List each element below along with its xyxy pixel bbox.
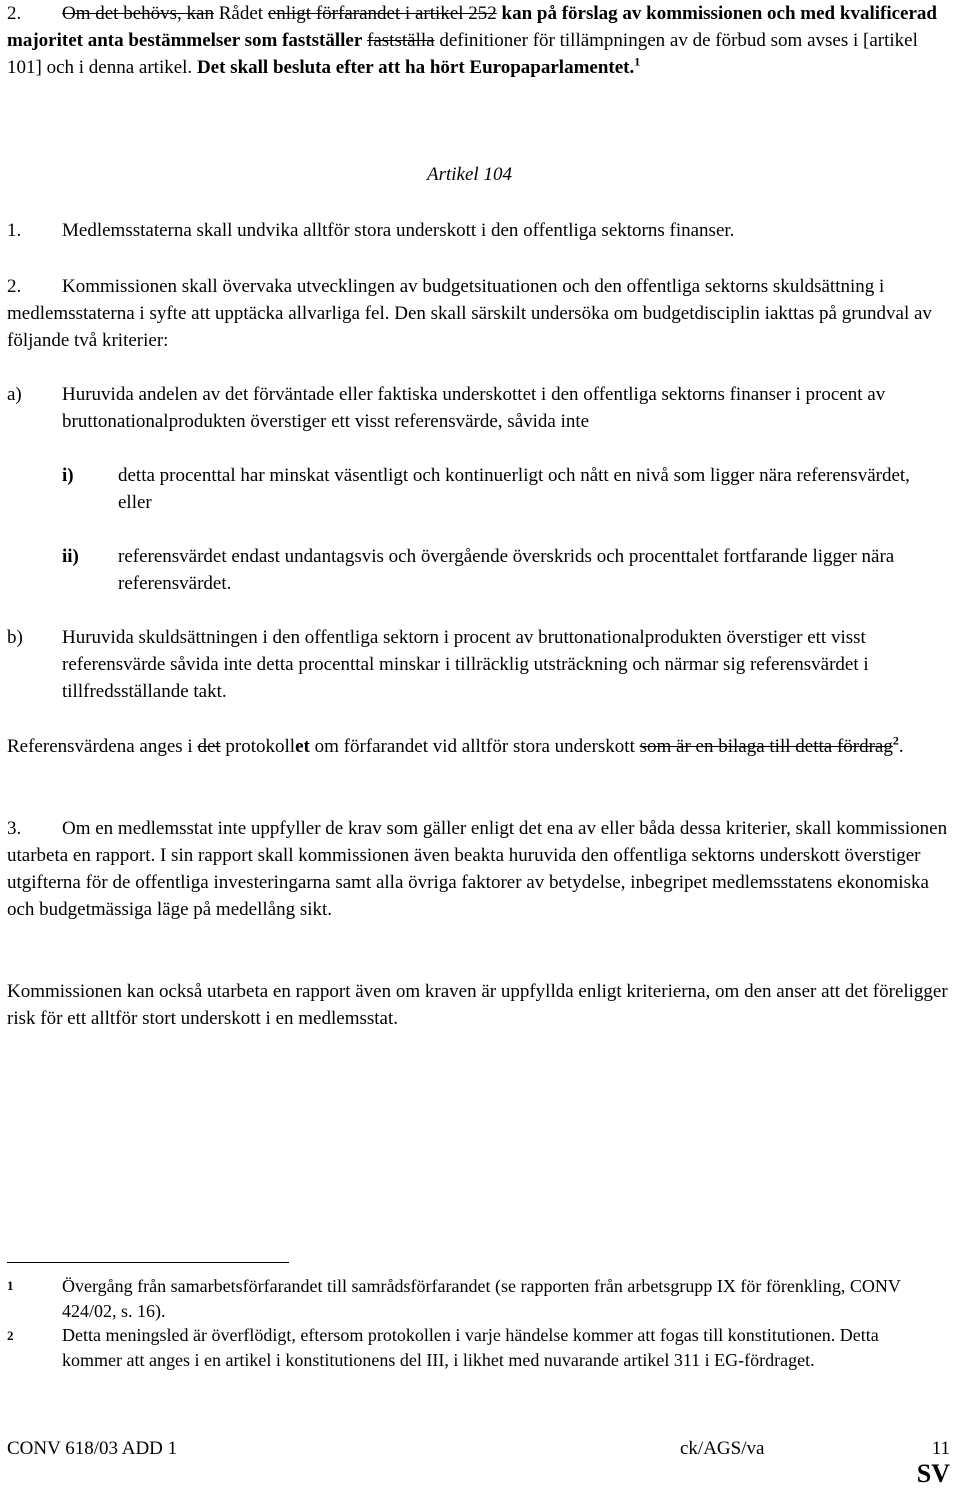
item-a-ii-label: ii) — [62, 546, 79, 567]
item-b-text: Huruvida skuldsättningen i den offentliga sektorn i procent av bruttonationalprodukten överstiger ett visst referensvärde såvida inte detta procenttal minskar i tillräcklig utsträckning och närmar sig referensvärdet i tillfredsställande takt. — [62, 627, 869, 702]
p2-text: Kommissionen skall övervaka utvecklingen av budgetsituationen och den offentliga sektorns skuldsättning i medlemsstaterna i syfte att upptäcka allvarliga fel. Den skall särskilt undersöka om budgetdisciplin iakttas på grundval av följande två kriterier: — [7, 276, 932, 351]
p3-text: Om en medlemsstat inte uppfyller de krav som gäller enligt det ena av eller båda dessa kriterier, skall kommissionen utarbeta en rapport. I sin rapport skall kommissionen även beakta huruvida den offentliga sektorns underskott överstiger utgifterna för de offentliga investeringarna samt alla övriga faktorer av betydelse, inbegripet medlemsstatens ekonomiska och budgetmässiga läge på medellång sikt. — [7, 818, 948, 920]
para2-text — [7, 0, 948, 81]
footer-doc-ref: CONV 618/03 ADD 1 — [7, 1438, 178, 1459]
reference-paragraph — [7, 733, 948, 760]
footnote-ref-1: 1 — [634, 54, 641, 69]
item-b-label: b) — [7, 627, 23, 648]
ref-para-segment: som är en bilaga till detta fördrag — [639, 736, 893, 757]
footnote-2-number: 2 — [7, 1328, 14, 1343]
footnote-2-text: Detta meningsled är överflödigt, eftersom protokollen i varje händelse kommer att fogas till konstitutionen. Detta kommer att anges i en artikel i konstitutionens del III, i likhet med nuvarande artikel 311 i EG-fördraget. — [62, 1325, 879, 1370]
para2-segment: fastställa — [367, 30, 435, 51]
footnote-divider — [7, 1262, 289, 1263]
para2-number: 2. — [7, 3, 22, 24]
para2-segment: Det skall besluta efter att ha hört Europaparlamentet. — [196, 57, 635, 78]
para2-segment: enligt förfarandet i artikel 252 — [267, 3, 497, 24]
para2-segment: Om det behövs, kan — [62, 3, 214, 24]
article-heading: Artikel 104 — [427, 164, 512, 185]
p1-text: Medlemsstaterna skall undvika alltför stora underskott i den offentliga sektorns finanser. — [62, 220, 735, 241]
footer-language: SV — [916, 1459, 950, 1488]
para2-segment: definitioner för tillämpningen av de förbud som avses i [artikel 101] och i denna artikel. — [7, 30, 918, 78]
p1-number: 1. — [7, 220, 22, 241]
footnote-ref-2: 2 — [892, 733, 899, 748]
footer-page-number: 11 — [931, 1438, 950, 1459]
ref-para-segment: om förfarandet vid alltför stora underskott — [309, 736, 640, 757]
footnote-1-number: 1 — [7, 1278, 14, 1293]
ref-para-segment: et — [295, 736, 310, 757]
item-a-text: Huruvida andelen av det förväntade eller faktiska underskottet i den offentliga sektorns finanser i procent av bruttonationalprodukten överstiger ett visst referensvärde, såvida inte — [62, 384, 886, 432]
item-a-i-label: i) — [62, 465, 74, 486]
ref-para-end: . — [898, 736, 904, 757]
para2-segment: Rådet — [213, 3, 268, 24]
para2-segment: kan på förslag av kommissionen och med kvalificerad majoritet anta bestämmelser som fastställer — [7, 3, 937, 51]
item-a-ii-text: referensvärdet endast undantagsvis och övergående överskrids och procenttalet fortfarande ligger nära referensvärdet. — [118, 546, 895, 594]
ref-para-segment: Referensvärdena anges i — [7, 736, 198, 757]
item-a-label: a) — [7, 384, 22, 405]
footer-initials: ck/AGS/va — [680, 1438, 765, 1459]
item-a-i-text: detta procenttal har minskat väsentligt och kontinuerligt och nått en nivå som ligger nära referensvärdet, eller — [118, 465, 910, 513]
ref-para-segment: protokoll — [220, 736, 296, 757]
p2-number: 2. — [7, 276, 22, 297]
footnote-1-text: Övergång från samarbetsförfarandet till samrådsförfarandet (se rapporten från arbetsgrupp IX för förenkling, CONV 424/02, s. 16). — [62, 1276, 901, 1321]
ref-para-segment: det — [197, 736, 221, 757]
p3-continuation: Kommissionen kan också utarbeta en rapport även om kraven är uppfyllda enligt kriterierna, om den anser att det föreligger risk för ett alltför stort underskott i en medlemsstat. — [7, 981, 948, 1029]
p3-number: 3. — [7, 818, 22, 839]
